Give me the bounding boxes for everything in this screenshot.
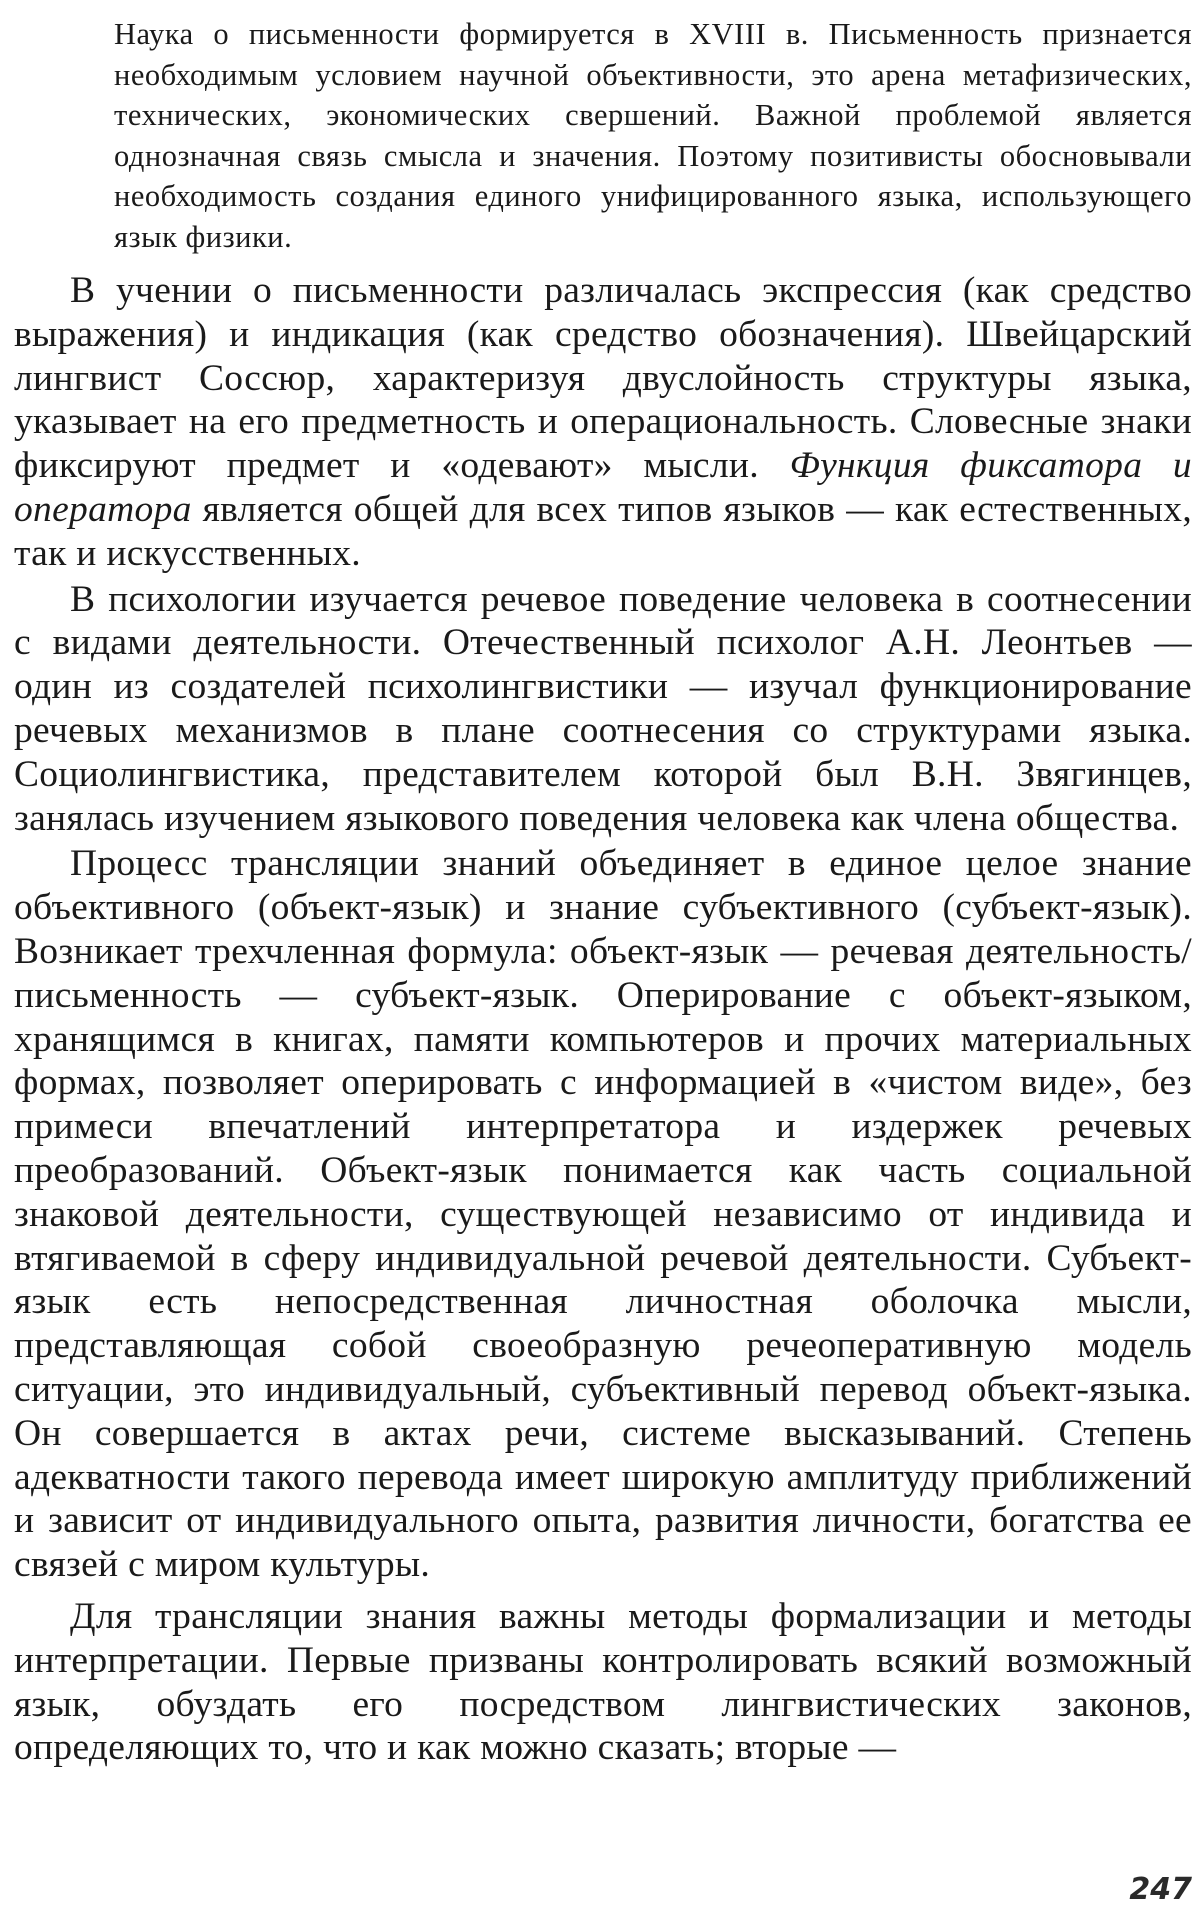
book-page	[14, 0, 1192, 1770]
page-number: 247	[1129, 1872, 1192, 1907]
emphasized-term: Функция фиксатора и оператора	[14, 445, 1192, 530]
paragraph-psychology: В психологии изучается речевое поведение человека в соотнесении с видами деятельности. Отечественный психолог А.Н. Леонтьев — один из создателей психолингвистики — изучал функционирование речевых механизмов в плане соотнесения со структурами языка. Социолингвистика, представителем которой был В.Н. Звягинцев, занялась изучением языкового поведения человека как члена общества.	[14, 578, 1192, 839]
paragraph-knowledge-translation: Процесс трансляции знаний объединяет в единое целое знание объективного (объект-язык) и знание субъективного (субъект-язык). Возникает трехчленная формула: объект-язык — речевая деятельность/письменность — субъект-язык. Оперирование с объект-языком, хранящимся в книгах, памяти компьютеров и прочих материальных формах, позволяет оперировать с информацией в «чистом виде», без примеси впечатлений интерпретатора и издержек речевых преобразований. Объект-язык понимается как часть социальной знаковой деятельности, существующей независимо от индивида и втягиваемой в сферу индивидуальной речевой деятельности. Субъект-язык есть непосредственная личностная оболочка мысли, представляющая собой своеобразную речеоперативную модель ситуации, это индивидуальный, субъективный перевод объект-языка. Он совершается в актах речи, системе высказываний. Степень адекватности такого перевода имеет широкую амплитуду приближений и зависит от индивидуального опыта, развития личности, богатства ее связей с миром культуры.	[14, 843, 1192, 1586]
intro-paragraph: Наука о письменности формируется в XVIII в. Письменность признается необходимым условием научной объективности, это арена метафизических, технических, экономических свершений. Важной проблемой является однозначная связь смысла и значения. Поэтому позитивисты обосновывали необходимость создания единого унифицированного языка, использующего язык физики.	[114, 17, 1192, 254]
paragraph-text: В учении о письменности различалась экспрессия (как средство выражения) и индикация (как средство обозначения). Швейцарский лингвист Соссюр, характеризуя двуслойность структуры языка, указывает на его предметность и операциональность. Словесные знаки фиксируют предмет и «одевают» мысли.	[14, 270, 1192, 487]
paragraph-expression-indication	[14, 269, 1192, 576]
paragraph-formalization-methods: Для трансляции знания важны методы формализации и методы интерпретации. Первые призваны контролировать всякий возможный язык, обуздать его посредством лингвистических законов, определяющих то, что и как можно сказать; вторые —	[14, 1595, 1192, 1769]
paragraph-text: является общей для всех типов языков — как естественных, так и искусственных.	[14, 488, 1192, 574]
